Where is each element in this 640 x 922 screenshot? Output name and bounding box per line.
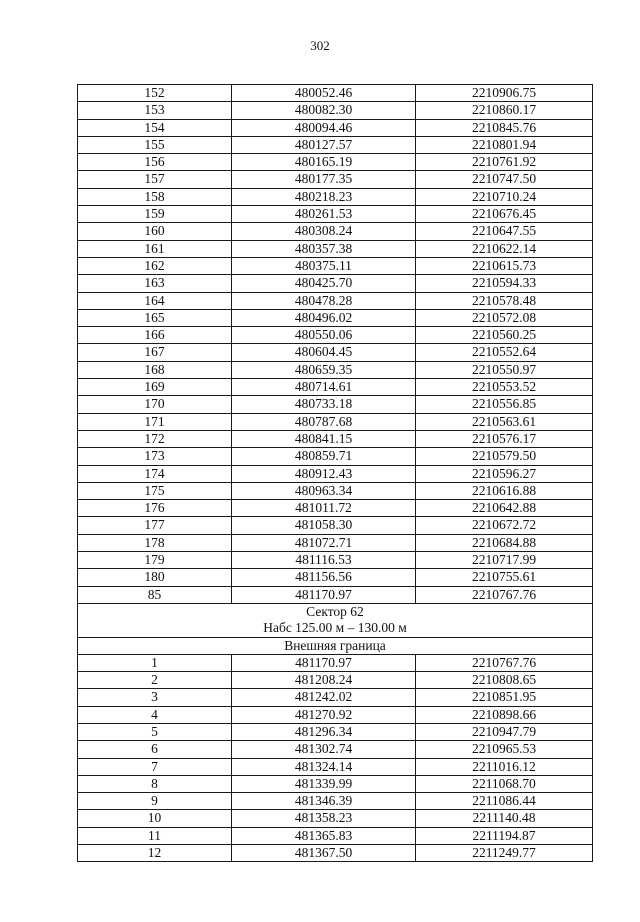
point-number-cell: 169 (78, 379, 232, 396)
point-number-cell: 180 (78, 569, 232, 586)
x-coordinate-cell: 481339.99 (232, 775, 416, 792)
x-coordinate-cell: 480357.38 (232, 240, 416, 257)
point-number-cell: 165 (78, 309, 232, 326)
point-number-cell: 168 (78, 361, 232, 378)
x-coordinate-cell: 480308.24 (232, 223, 416, 240)
y-coordinate-cell: 2210576.17 (416, 430, 593, 447)
table-row (78, 292, 593, 309)
table-section-bottom (78, 654, 593, 862)
x-coordinate-cell: 481011.72 (232, 500, 416, 517)
table-row (78, 552, 593, 569)
y-coordinate-cell: 2210553.52 (416, 379, 593, 396)
y-coordinate-cell: 2211086.44 (416, 793, 593, 810)
point-number-cell: 85 (78, 586, 232, 603)
sector-title-cell (78, 603, 593, 637)
coordinates-table (77, 84, 593, 862)
table-row (78, 344, 593, 361)
table-row (78, 154, 593, 171)
boundary-label: Внешняя граница (78, 637, 593, 654)
x-coordinate-cell: 480841.15 (232, 430, 416, 447)
table-row (78, 275, 593, 292)
y-coordinate-cell: 2211249.77 (416, 845, 593, 862)
sector-title: Сектор 62 (306, 603, 364, 619)
point-number-cell: 159 (78, 206, 232, 223)
x-coordinate-cell: 480550.06 (232, 327, 416, 344)
table-row (78, 689, 593, 706)
point-number-cell: 158 (78, 188, 232, 205)
table-row (78, 465, 593, 482)
table-row (78, 327, 593, 344)
x-coordinate-cell: 481346.39 (232, 793, 416, 810)
table-row (78, 379, 593, 396)
point-number-cell: 167 (78, 344, 232, 361)
y-coordinate-cell: 2210622.14 (416, 240, 593, 257)
point-number-cell: 170 (78, 396, 232, 413)
x-coordinate-cell: 480165.19 (232, 154, 416, 171)
table-row (78, 672, 593, 689)
point-number-cell: 152 (78, 85, 232, 102)
x-coordinate-cell: 480375.11 (232, 257, 416, 274)
table-row (78, 827, 593, 844)
boundary-row (78, 637, 593, 654)
table-row (78, 206, 593, 223)
point-number-cell: 178 (78, 534, 232, 551)
point-number-cell: 2 (78, 672, 232, 689)
y-coordinate-cell: 2210747.50 (416, 171, 593, 188)
point-number-cell: 174 (78, 465, 232, 482)
table-row (78, 810, 593, 827)
table-row (78, 741, 593, 758)
table-row (78, 309, 593, 326)
y-coordinate-cell: 2210947.79 (416, 723, 593, 740)
point-number-cell: 154 (78, 119, 232, 136)
point-number-cell: 153 (78, 102, 232, 119)
point-number-cell: 160 (78, 223, 232, 240)
point-number-cell: 173 (78, 448, 232, 465)
x-coordinate-cell: 480052.46 (232, 85, 416, 102)
y-coordinate-cell: 2210616.88 (416, 482, 593, 499)
point-number-cell: 8 (78, 775, 232, 792)
y-coordinate-cell: 2211140.48 (416, 810, 593, 827)
table-row (78, 85, 593, 102)
y-coordinate-cell: 2210717.99 (416, 552, 593, 569)
table-row (78, 586, 593, 603)
table-row (78, 188, 593, 205)
x-coordinate-cell: 480963.34 (232, 482, 416, 499)
x-coordinate-cell: 481170.97 (232, 586, 416, 603)
x-coordinate-cell: 480733.18 (232, 396, 416, 413)
y-coordinate-cell: 2210860.17 (416, 102, 593, 119)
table-row (78, 396, 593, 413)
table-row (78, 845, 593, 862)
x-coordinate-cell: 481358.23 (232, 810, 416, 827)
x-coordinate-cell: 481072.71 (232, 534, 416, 551)
y-coordinate-cell: 2210755.61 (416, 569, 593, 586)
table-row (78, 102, 593, 119)
point-number-cell: 179 (78, 552, 232, 569)
table-row (78, 413, 593, 430)
x-coordinate-cell: 481170.97 (232, 654, 416, 671)
table-row (78, 430, 593, 447)
page-number: 302 (310, 38, 330, 53)
table-row (78, 723, 593, 740)
y-coordinate-cell: 2211068.70 (416, 775, 593, 792)
point-number-cell: 177 (78, 517, 232, 534)
table-row (78, 223, 593, 240)
x-coordinate-cell: 480094.46 (232, 119, 416, 136)
y-coordinate-cell: 2210676.45 (416, 206, 593, 223)
table-row (78, 257, 593, 274)
x-coordinate-cell: 480714.61 (232, 379, 416, 396)
table-section-top (78, 85, 593, 604)
table-row (78, 171, 593, 188)
sector-header (78, 603, 593, 654)
x-coordinate-cell: 480261.53 (232, 206, 416, 223)
point-number-cell: 3 (78, 689, 232, 706)
x-coordinate-cell: 481156.56 (232, 569, 416, 586)
y-coordinate-cell: 2210642.88 (416, 500, 593, 517)
x-coordinate-cell: 481302.74 (232, 741, 416, 758)
table-row (78, 240, 593, 257)
table-row (78, 534, 593, 551)
y-coordinate-cell: 2210615.73 (416, 257, 593, 274)
point-number-cell: 10 (78, 810, 232, 827)
table-row (78, 500, 593, 517)
x-coordinate-cell: 481058.30 (232, 517, 416, 534)
point-number-cell: 155 (78, 136, 232, 153)
y-coordinate-cell: 2210767.76 (416, 654, 593, 671)
y-coordinate-cell: 2210965.53 (416, 741, 593, 758)
point-number-cell: 7 (78, 758, 232, 775)
x-coordinate-cell: 480127.57 (232, 136, 416, 153)
y-coordinate-cell: 2210684.88 (416, 534, 593, 551)
y-coordinate-cell: 2210563.61 (416, 413, 593, 430)
y-coordinate-cell: 2210801.94 (416, 136, 593, 153)
table-row (78, 775, 593, 792)
x-coordinate-cell: 481116.53 (232, 552, 416, 569)
x-coordinate-cell: 480859.71 (232, 448, 416, 465)
point-number-cell: 11 (78, 827, 232, 844)
y-coordinate-cell: 2210761.92 (416, 154, 593, 171)
point-number-cell: 175 (78, 482, 232, 499)
x-coordinate-cell: 480659.35 (232, 361, 416, 378)
x-coordinate-cell: 480425.70 (232, 275, 416, 292)
sector-title-row (78, 603, 593, 637)
x-coordinate-cell: 480478.28 (232, 292, 416, 309)
x-coordinate-cell: 480177.35 (232, 171, 416, 188)
point-number-cell: 5 (78, 723, 232, 740)
table-row (78, 793, 593, 810)
y-coordinate-cell: 2210594.33 (416, 275, 593, 292)
x-coordinate-cell: 481324.14 (232, 758, 416, 775)
x-coordinate-cell: 481365.83 (232, 827, 416, 844)
y-coordinate-cell: 2210808.65 (416, 672, 593, 689)
x-coordinate-cell: 480604.45 (232, 344, 416, 361)
point-number-cell: 166 (78, 327, 232, 344)
table-row (78, 448, 593, 465)
x-coordinate-cell: 481296.34 (232, 723, 416, 740)
y-coordinate-cell: 2210556.85 (416, 396, 593, 413)
y-coordinate-cell: 2210672.72 (416, 517, 593, 534)
y-coordinate-cell: 2210552.64 (416, 344, 593, 361)
point-number-cell: 171 (78, 413, 232, 430)
y-coordinate-cell: 2210898.66 (416, 706, 593, 723)
point-number-cell: 164 (78, 292, 232, 309)
x-coordinate-cell: 481242.02 (232, 689, 416, 706)
x-coordinate-cell: 481208.24 (232, 672, 416, 689)
table-row (78, 136, 593, 153)
table-row (78, 569, 593, 586)
point-number-cell: 172 (78, 430, 232, 447)
y-coordinate-cell: 2210572.08 (416, 309, 593, 326)
point-number-cell: 176 (78, 500, 232, 517)
y-coordinate-cell: 2210710.24 (416, 188, 593, 205)
point-number-cell: 156 (78, 154, 232, 171)
y-coordinate-cell: 2210851.95 (416, 689, 593, 706)
x-coordinate-cell: 480218.23 (232, 188, 416, 205)
point-number-cell: 12 (78, 845, 232, 862)
y-coordinate-cell: 2210578.48 (416, 292, 593, 309)
point-number-cell: 6 (78, 741, 232, 758)
point-number-cell: 157 (78, 171, 232, 188)
point-number-cell: 162 (78, 257, 232, 274)
y-coordinate-cell: 2210550.97 (416, 361, 593, 378)
y-coordinate-cell: 2211194.87 (416, 827, 593, 844)
point-number-cell: 4 (78, 706, 232, 723)
y-coordinate-cell: 2211016.12 (416, 758, 593, 775)
table-row (78, 361, 593, 378)
y-coordinate-cell: 2210767.76 (416, 586, 593, 603)
y-coordinate-cell: 2210845.76 (416, 119, 593, 136)
point-number-cell: 163 (78, 275, 232, 292)
table-row (78, 654, 593, 671)
x-coordinate-cell: 480496.02 (232, 309, 416, 326)
table-row (78, 482, 593, 499)
y-coordinate-cell: 2210560.25 (416, 327, 593, 344)
table-row (78, 119, 593, 136)
table-row (78, 758, 593, 775)
table-row (78, 517, 593, 534)
y-coordinate-cell: 2210596.27 (416, 465, 593, 482)
x-coordinate-cell: 481367.50 (232, 845, 416, 862)
point-number-cell: 1 (78, 654, 232, 671)
table-row (78, 706, 593, 723)
y-coordinate-cell: 2210906.75 (416, 85, 593, 102)
x-coordinate-cell: 481270.92 (232, 706, 416, 723)
y-coordinate-cell: 2210647.55 (416, 223, 593, 240)
x-coordinate-cell: 480912.43 (232, 465, 416, 482)
sector-height-range: Набс 125.00 м – 130.00 м (263, 620, 407, 636)
y-coordinate-cell: 2210579.50 (416, 448, 593, 465)
x-coordinate-cell: 480787.68 (232, 413, 416, 430)
x-coordinate-cell: 480082.30 (232, 102, 416, 119)
point-number-cell: 161 (78, 240, 232, 257)
point-number-cell: 9 (78, 793, 232, 810)
